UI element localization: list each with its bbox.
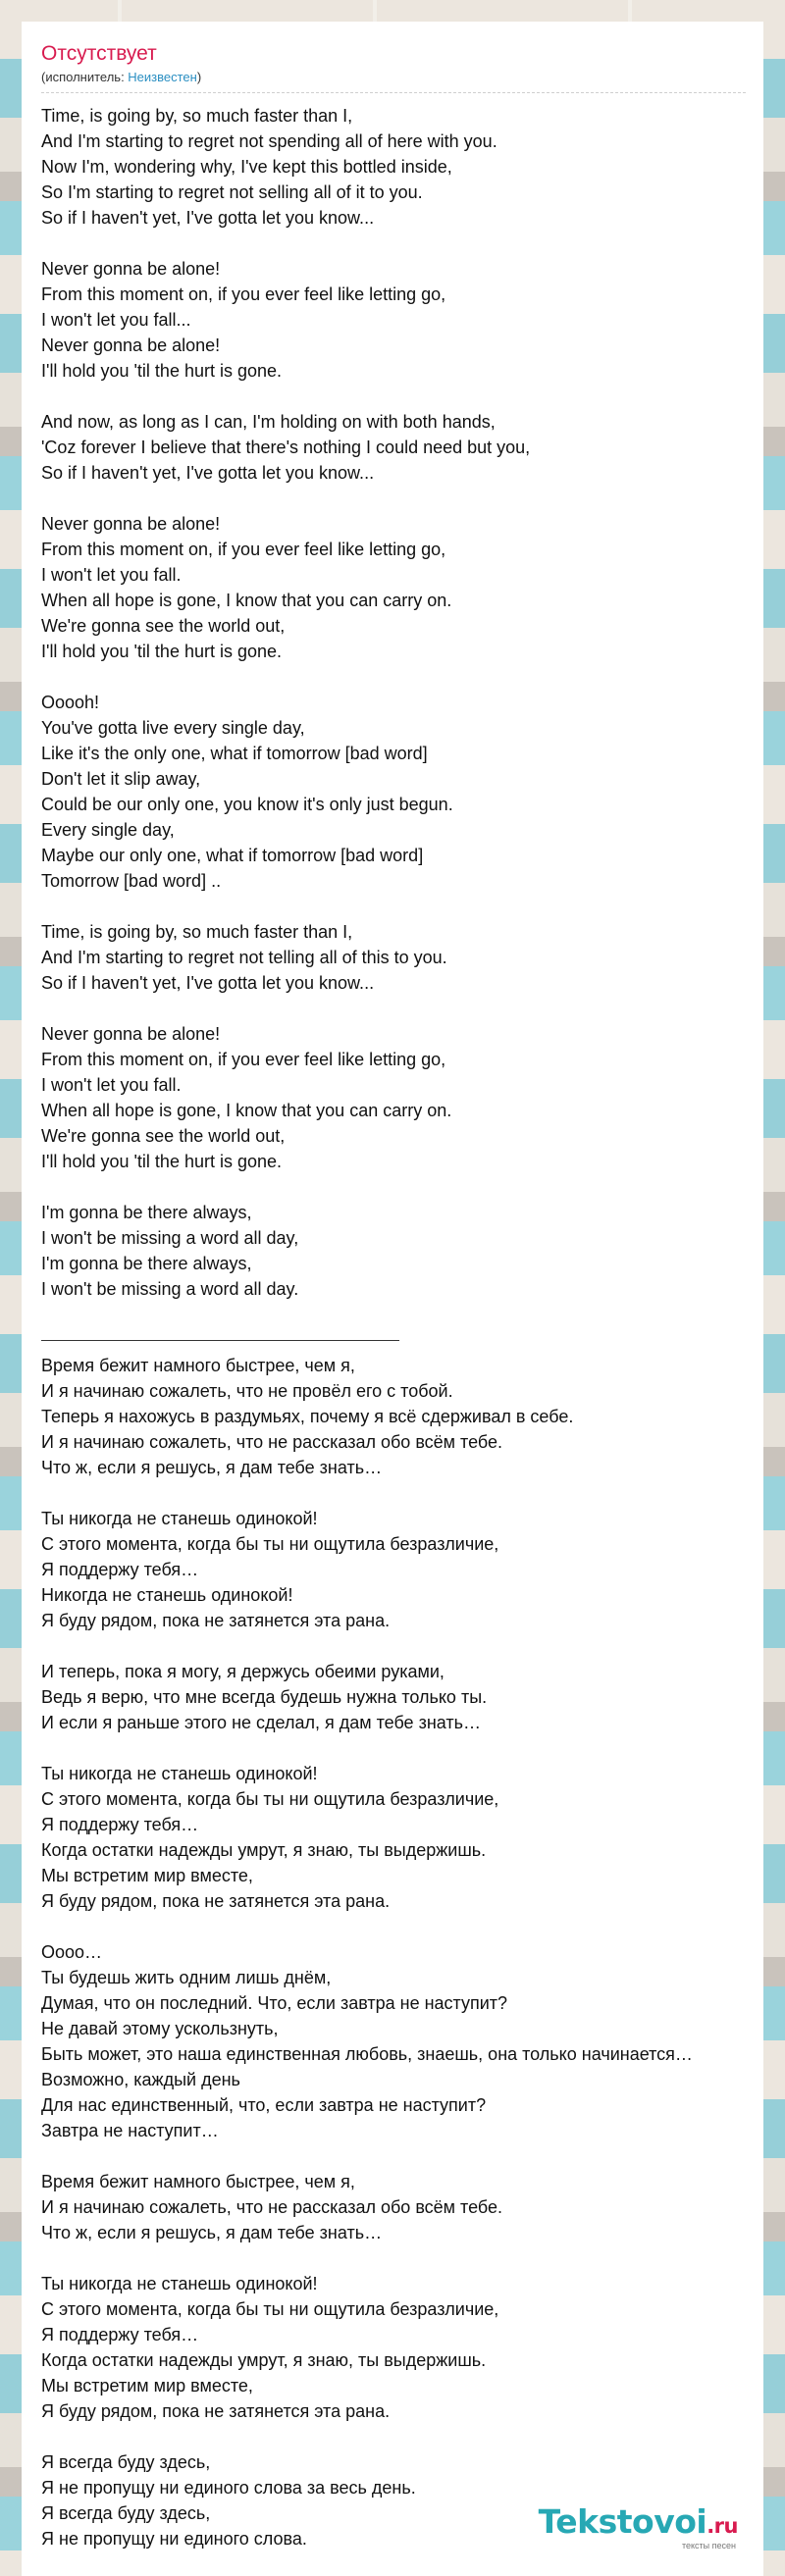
lyrics-stanza: [41, 1021, 746, 1174]
lyrics-line: Я буду рядом, пока не затянется эта рана.: [41, 1891, 391, 1911]
lyrics-line: Я поддержу тебя…: [41, 2325, 199, 2344]
lyrics-line: Ты будешь жить одним лишь днём,: [41, 1968, 332, 1987]
lyrics-line: Мы встретим мир вместе,: [41, 2376, 253, 2396]
lyrics-line: I won't be missing a word all day,: [41, 1228, 299, 1248]
lyrics-line: С этого момента, когда бы ты ни ощутила безразличие,: [41, 1534, 499, 1554]
lyrics-line: Когда остатки надежды умрут, я знаю, ты выдержишь.: [41, 1840, 487, 1860]
lyrics-line: Could be our only one, you know it's only just begun.: [41, 795, 453, 814]
lyrics-line: Когда остатки надежды умрут, я знаю, ты выдержишь.: [41, 2350, 487, 2370]
lyrics-line: Думая, что он последний. Что, если завтра не наступит?: [41, 1993, 508, 2013]
lyrics-stanza: [41, 1353, 746, 1480]
lyrics-translation: [41, 1353, 746, 2551]
lyrics-line: И если я раньше этого не сделал, я дам тебе знать…: [41, 1713, 481, 1732]
lyrics-line: Like it's the only one, what if tomorrow [bad word]: [41, 744, 428, 763]
lyrics-line: Ты никогда не станешь одинокой!: [41, 2274, 318, 2293]
lyrics-line: Возможно, каждый день: [41, 2070, 240, 2089]
lyrics-stanza: [41, 409, 746, 486]
lyrics-separator: [41, 1327, 399, 1341]
lyrics-stanza: [41, 690, 746, 894]
artist-prefix: (исполнитель:: [41, 70, 129, 84]
lyrics-line: So I'm starting to regret not selling all of it to you.: [41, 182, 423, 202]
lyrics-line: Ты никогда не станешь одинокой!: [41, 1764, 318, 1783]
lyrics-line: Быть может, это наша единственная любовь, знаешь, она только начинается…: [41, 2044, 693, 2064]
lyrics-line: С этого момента, когда бы ты ни ощутила безразличие,: [41, 2299, 499, 2319]
lyrics-line: I'm gonna be there always,: [41, 1254, 252, 1273]
lyrics-stanza: [41, 2169, 746, 2245]
lyrics-line: Оооо…: [41, 1942, 103, 1962]
lyrics-line: When all hope is gone, I know that you can carry on.: [41, 591, 452, 610]
logo-tld: .ru: [706, 2514, 738, 2538]
lyrics-line: From this moment on, if you ever feel like letting go,: [41, 540, 446, 559]
lyrics-line: Я поддержу тебя…: [41, 1560, 199, 1579]
lyrics-line: Never gonna be alone!: [41, 514, 221, 534]
lyrics-line: I won't let you fall.: [41, 1075, 182, 1095]
lyrics-line: Время бежит намного быстрее, чем я,: [41, 1356, 355, 1375]
lyrics-line: Что ж, если я решусь, я дам тебе знать…: [41, 1458, 383, 1477]
artist-line: [41, 69, 746, 93]
lyrics-line: Time, is going by, so much faster than I,: [41, 106, 353, 126]
artist-suffix: ): [196, 70, 202, 84]
lyrics-line: Никогда не станешь одинокой!: [41, 1585, 293, 1605]
lyrics-line: When all hope is gone, I know that you can carry on.: [41, 1101, 452, 1120]
lyrics-line: Never gonna be alone!: [41, 259, 221, 279]
lyrics-line: Maybe our only one, what if tomorrow [bad word]: [41, 846, 424, 865]
lyrics-line: I won't be missing a word all day.: [41, 1279, 299, 1299]
lyrics-line: С этого момента, когда бы ты ни ощутила безразличие,: [41, 1789, 499, 1809]
lyrics-line: Я поддержу тебя…: [41, 1815, 199, 1834]
lyrics-line: So if I haven't yet, I've gotta let you know...: [41, 463, 375, 483]
lyrics-line: 'Coz forever I believe that there's nothing I could need but you,: [41, 438, 531, 457]
lyrics-line: Ведь я верю, что мне всегда будешь нужна только ты.: [41, 1687, 488, 1707]
lyrics-line: And I'm starting to regret not telling all of this to you.: [41, 948, 447, 967]
lyrics-line: Don't let it slip away,: [41, 769, 201, 789]
lyrics-line: Never gonna be alone!: [41, 335, 221, 355]
lyrics-line: Я не пропущу ни единого слова.: [41, 2529, 307, 2549]
lyrics-line: Я не пропущу ни единого слова за весь день.: [41, 2478, 416, 2498]
lyrics-line: И я начинаю сожалеть, что не рассказал обо всём тебе.: [41, 2197, 503, 2217]
lyrics-stanza: [41, 2271, 746, 2424]
lyrics-stanza: [41, 919, 746, 996]
lyrics-stanza: [41, 1506, 746, 1633]
lyrics-line: Для нас единственный, что, если завтра не наступит?: [41, 2095, 487, 2115]
lyrics-stanza: [41, 1761, 746, 1914]
logo-tagline: тексты песен: [681, 2541, 736, 2550]
lyrics-line: From this moment on, if you ever feel like letting go,: [41, 1050, 446, 1069]
lyrics-line: Что ж, если я решусь, я дам тебе знать…: [41, 2223, 383, 2242]
lyrics-line: I'll hold you 'til the hurt is gone.: [41, 642, 283, 661]
lyrics-line: I'll hold you 'til the hurt is gone.: [41, 1152, 283, 1171]
lyrics-stanza: [41, 511, 746, 664]
lyrics-stanza: [41, 1200, 746, 1302]
lyrics-line: Время бежит намного быстрее, чем я,: [41, 2172, 355, 2191]
lyrics-stanza: [41, 256, 746, 384]
lyrics-original: [41, 103, 746, 1302]
lyrics-card: [22, 22, 763, 2576]
lyrics-line: Never gonna be alone!: [41, 1024, 221, 1044]
lyrics: [41, 103, 746, 2551]
lyrics-line: We're gonna see the world out,: [41, 1126, 286, 1146]
lyrics-line: Every single day,: [41, 820, 175, 840]
lyrics-line: Ты никогда не станешь одинокой!: [41, 1509, 318, 1528]
site-logo[interactable]: [538, 2502, 738, 2550]
lyrics-line: So if I haven't yet, I've gotta let you know...: [41, 208, 375, 228]
lyrics-line: И я начинаю сожалеть, что не провёл его с тобой.: [41, 1381, 453, 1401]
lyrics-stanza: [41, 1659, 746, 1735]
lyrics-line: From this moment on, if you ever feel like letting go,: [41, 284, 446, 304]
lyrics-line: Мы встретим мир вместе,: [41, 1866, 253, 1885]
lyrics-line: Не давай этому ускользнуть,: [41, 2019, 279, 2038]
lyrics-line: Time, is going by, so much faster than I,: [41, 922, 353, 942]
lyrics-line: I won't let you fall.: [41, 565, 182, 585]
song-title: Отсутствует: [41, 42, 157, 65]
lyrics-stanza: [41, 1939, 746, 2143]
lyrics-line: И я начинаю сожалеть, что не рассказал обо всём тебе.: [41, 1432, 503, 1452]
lyrics-line: Теперь я нахожусь в раздумьях, почему я всё сдерживал в себе.: [41, 1407, 574, 1426]
lyrics-line: So if I haven't yet, I've gotta let you know...: [41, 973, 375, 993]
lyrics-line: Я буду рядом, пока не затянется эта рана.: [41, 1611, 391, 1630]
logo-name: Tekstovoi: [538, 2502, 707, 2541]
lyrics-line: And now, as long as I can, I'm holding on with both hands,: [41, 412, 496, 432]
lyrics-line: Я всегда буду здесь,: [41, 2452, 211, 2472]
artist-link[interactable]: Неизвестен: [128, 70, 197, 84]
lyrics-line: Now I'm, wondering why, I've kept this bottled inside,: [41, 157, 452, 177]
lyrics-line: Tomorrow [bad word] ..: [41, 871, 222, 891]
lyrics-line: Ooooh!: [41, 693, 100, 712]
lyrics-line: Я всегда буду здесь,: [41, 2503, 211, 2523]
lyrics-line: И теперь, пока я могу, я держусь обеими руками,: [41, 1662, 445, 1681]
lyrics-line: I won't let you fall...: [41, 310, 191, 330]
lyrics-line: Я буду рядом, пока не затянется эта рана.: [41, 2401, 391, 2421]
lyrics-line: And I'm starting to regret not spending all of here with you.: [41, 131, 497, 151]
lyrics-line: I'll hold you 'til the hurt is gone.: [41, 361, 283, 381]
lyrics-line: We're gonna see the world out,: [41, 616, 286, 636]
lyrics-line: Завтра не наступит…: [41, 2121, 219, 2140]
lyrics-stanza: [41, 103, 746, 231]
lyrics-line: I'm gonna be there always,: [41, 1203, 252, 1222]
logo-wordmark: [538, 2502, 738, 2543]
lyrics-line: You've gotta live every single day,: [41, 718, 305, 738]
